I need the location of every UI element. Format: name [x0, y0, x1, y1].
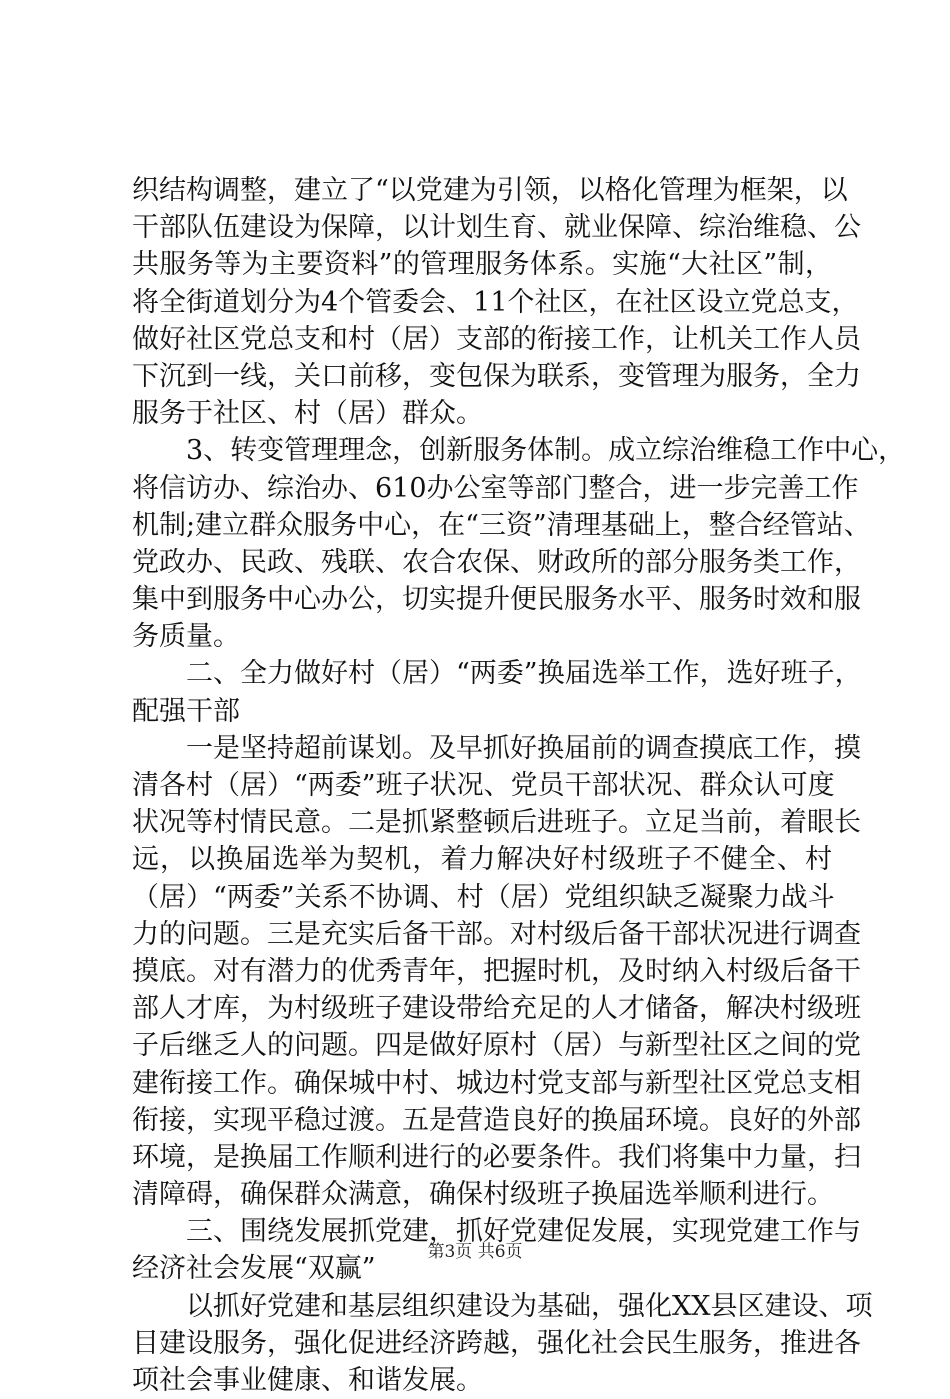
text-line: 远，以换届选举为契机，着力解决好村级班子不健全、村	[132, 844, 832, 876]
text-line: 3、转变管理理念，创新服务体制。成立综治维稳工作中心，	[186, 435, 906, 467]
text-line: 集中到服务中心办公，切实提升便民服务水平、服务时效和服	[132, 584, 861, 616]
text-line: 将信访办、综治办、610办公室等部门整合，进一步完善工作	[132, 472, 859, 504]
text-line: 摸底。对有潜力的优秀青年，把握时机，及时纳入村级后备干	[132, 955, 861, 987]
document-body	[132, 172, 906, 1399]
text-line: 机制;建立群众服务中心，在“三资”清理基础上，整合经管站、	[132, 509, 871, 541]
text-line: 目建设服务，强化促进经济跨越，强化社会民生服务，推进各	[132, 1327, 861, 1359]
text-line: 一是坚持超前谋划。及早抓好换届前的调查摸底工作，摸	[186, 732, 861, 764]
text-line: 部人才库，为村级班子建设带给充足的人才储备，解决村级班	[132, 993, 861, 1025]
text-line: 配强干部	[132, 695, 240, 727]
text-line: 二、全力做好村（居）“两委”换届选举工作，选好班子，	[186, 658, 862, 690]
text-line: 清各村（居）“两委”班子状况、党员干部状况、群众认可度	[132, 770, 835, 801]
text-line: 做好社区党总支和村（居）支部的衔接工作，让机关工作人员	[132, 323, 861, 355]
text-line: 将全街道划分为4个管委会、11个社区，在社区设立党总支，	[132, 286, 859, 318]
text-line: 下沉到一线，关口前移，变包保为联系，变管理为服务，全力	[132, 360, 861, 392]
text-line: 力的问题。三是充实后备干部。对村级后备干部状况进行调查	[132, 918, 861, 950]
text-line: 以抓好党建和基层组织建设为基础，强化XX县区建设、项	[186, 1290, 873, 1322]
text-line: 清障碍，确保群众满意，确保村级班子换届选举顺利进行。	[132, 1179, 834, 1211]
text-line: （居）“两委”关系不协调、村（居）党组织缺乏凝聚力战斗	[132, 881, 835, 913]
text-line: 共服务等为主要资料”的管理服务体系。实施“大社区”制，	[132, 249, 832, 281]
text-line: 服务于社区、村（居）群众。	[132, 398, 483, 430]
text-line: 织结构调整，建立了“以党建为引领，以格化管理为框架，以	[132, 175, 848, 206]
text-line: 状况等村情民意。二是抓紧整顿后进班子。立足当前，着眼长	[132, 807, 861, 839]
text-line: 子后继乏人的问题。四是做好原村（居）与新型社区之间的党	[132, 1030, 861, 1062]
text-line: 党政办、民政、残联、农合农保、财政所的部分服务类工作，	[132, 546, 861, 578]
text-line: 衔接，实现平稳过渡。五是营造良好的换届环境。良好的外部	[132, 1104, 861, 1136]
text-line: 干部队伍建设为保障，以计划生育、就业保障、综治维稳、公	[132, 212, 861, 244]
page-footer: 第3页 共6页	[427, 1242, 523, 1262]
text-line: 经济社会发展“双赢”	[132, 1253, 376, 1285]
text-line: 务质量。	[132, 621, 240, 653]
text-line: 环境，是换届工作顺利进行的必要条件。我们将集中力量，扫	[132, 1141, 861, 1173]
text-line: 三、围绕发展抓党建，抓好党建促发展，实现党建工作与	[186, 1216, 861, 1248]
text-line: 建衔接工作。确保城中村、城边村党支部与新型社区党总支相	[132, 1067, 861, 1099]
text-line: 项社会事业健康、和谐发展。	[132, 1365, 483, 1396]
